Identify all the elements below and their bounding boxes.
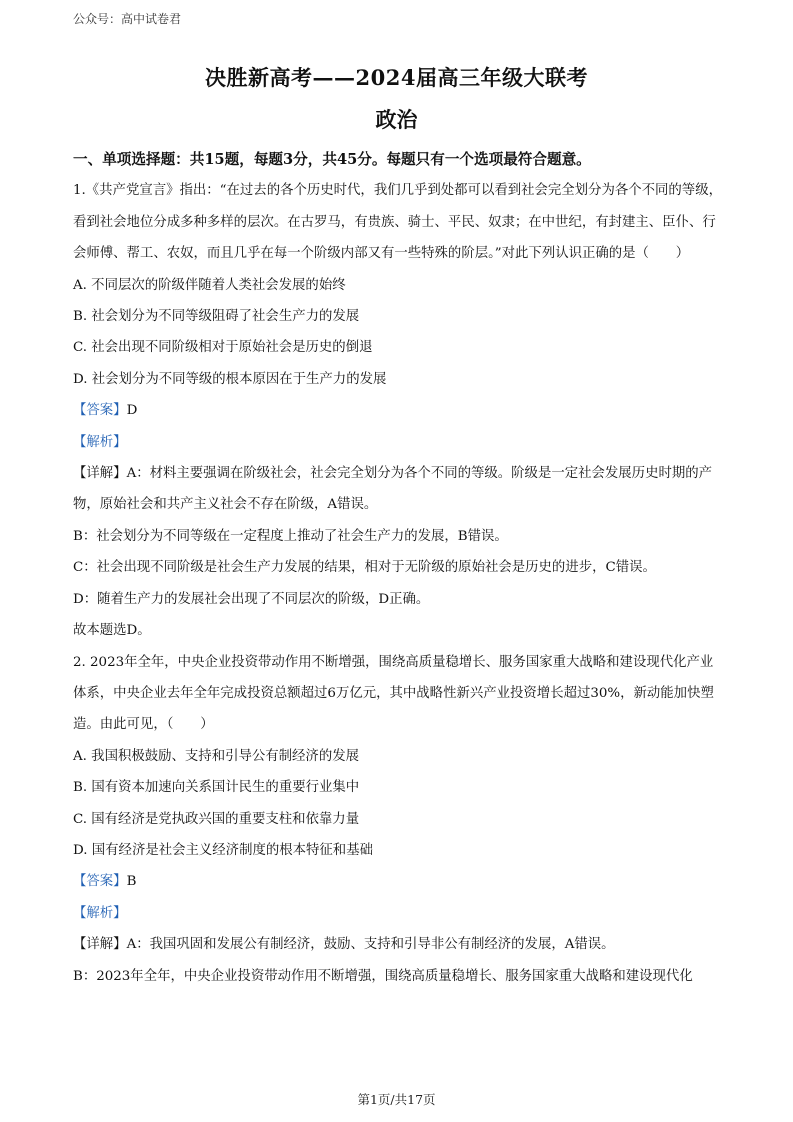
analysis-tag: 【解析】	[73, 905, 127, 921]
question-2-option-b: B. 国有资本加速向关系国计民生的重要行业集中	[73, 780, 360, 796]
question-2-option-d: D. 国有经济是社会主义经济制度的根本特征和基础	[73, 842, 373, 858]
question-1-detail-c: C：社会出现不同阶级是社会生产力发展的结果，相对于无阶级的原始社会是历史的进步，C错误。	[73, 560, 656, 576]
question-1-option-b: B. 社会划分为不同等级阻碍了社会生产力的发展	[73, 309, 360, 325]
answer-value: D	[126, 403, 138, 419]
answer-tag: 【答案】	[73, 403, 127, 419]
subject-title: 政治	[375, 107, 418, 132]
header-note: 公众号：高中试卷君	[73, 12, 182, 26]
answer-value: B	[126, 874, 137, 890]
section-heading: 一、单项选择题：共15题，每题3分，共45分。每题只有一个选项最符合题意。	[73, 151, 591, 168]
question-2-answer	[73, 866, 723, 897]
page-footer: 第1页/共17页	[357, 1092, 436, 1107]
page-title: 决胜新高考——2024届高三年级大联考	[205, 65, 588, 90]
question-1-answer	[73, 395, 723, 426]
question-2-analysis	[73, 898, 723, 929]
question-1-detail-b: B：社会划分为不同等级在一定程度上推动了社会生产力的发展，B错误。	[73, 528, 508, 544]
question-2-option-c: C. 国有经济是党执政兴国的重要支柱和依靠力量	[73, 811, 360, 827]
analysis-tag: 【解析】	[73, 434, 127, 450]
question-2-option-a: A. 我国积极鼓励、支持和引导公有制经济的发展	[73, 748, 359, 764]
question-1-analysis	[73, 427, 723, 458]
document-body	[73, 144, 723, 992]
question-1-conclusion: 故本题选D。	[73, 623, 151, 639]
question-2-detail-a	[73, 929, 723, 960]
detail-tag: 【详解】	[73, 937, 127, 953]
question-1-stem: 1.《共产党宣言》指出：“在过去的各个历史时代，我们几乎到处都可以看到社会完全划分为各个不同的等级，看到社会地位分成多种多样的层次。在古罗马，有贵族、骑士、平民、奴隶；在中世纪，有封建主、臣仆、行会师傅、帮工、农奴，而且几乎在每一个阶级内部又有一些特殊的阶层。”对此下列认识正确的是（ ）	[73, 183, 722, 262]
detail-text: A：材料主要强调在阶级社会，社会完全划分为各个不同的等级。阶级是一定社会发展历史时期的产物，原始社会和共产主义社会不存在阶级，A错误。	[73, 466, 713, 513]
question-2-stem: 2. 2023年全年，中央企业投资带动作用不断增强，围绕高质量稳增长、服务国家重大战略和建设现代化产业体系，中央企业去年全年完成投资总额超过6万亿元，其中战略性新兴产业投资增长超过30%，新动能加快塑造。由此可见，（ ）	[73, 654, 714, 733]
question-1-detail-a	[73, 458, 723, 521]
question-1-detail-d: D：随着生产力的发展社会出现了不同层次的阶级，D正确。	[73, 591, 430, 607]
question-2-detail-b: B：2023年全年，中央企业投资带动作用不断增强，围绕高质量稳增长、服务国家重大战略和建设现代化	[73, 968, 693, 984]
answer-tag: 【答案】	[73, 874, 127, 890]
detail-text: A：我国巩固和发展公有制经济，鼓励、支持和引导非公有制经济的发展，A错误。	[126, 937, 615, 953]
question-1-option-c: C. 社会出现不同阶级相对于原始社会是历史的倒退	[73, 340, 373, 356]
question-1-option-a: A. 不同层次的阶级伴随着人类社会发展的始终	[73, 277, 346, 293]
detail-tag: 【详解】	[73, 466, 127, 482]
question-1-option-d: D. 社会划分为不同等级的根本原因在于生产力的发展	[73, 371, 387, 387]
